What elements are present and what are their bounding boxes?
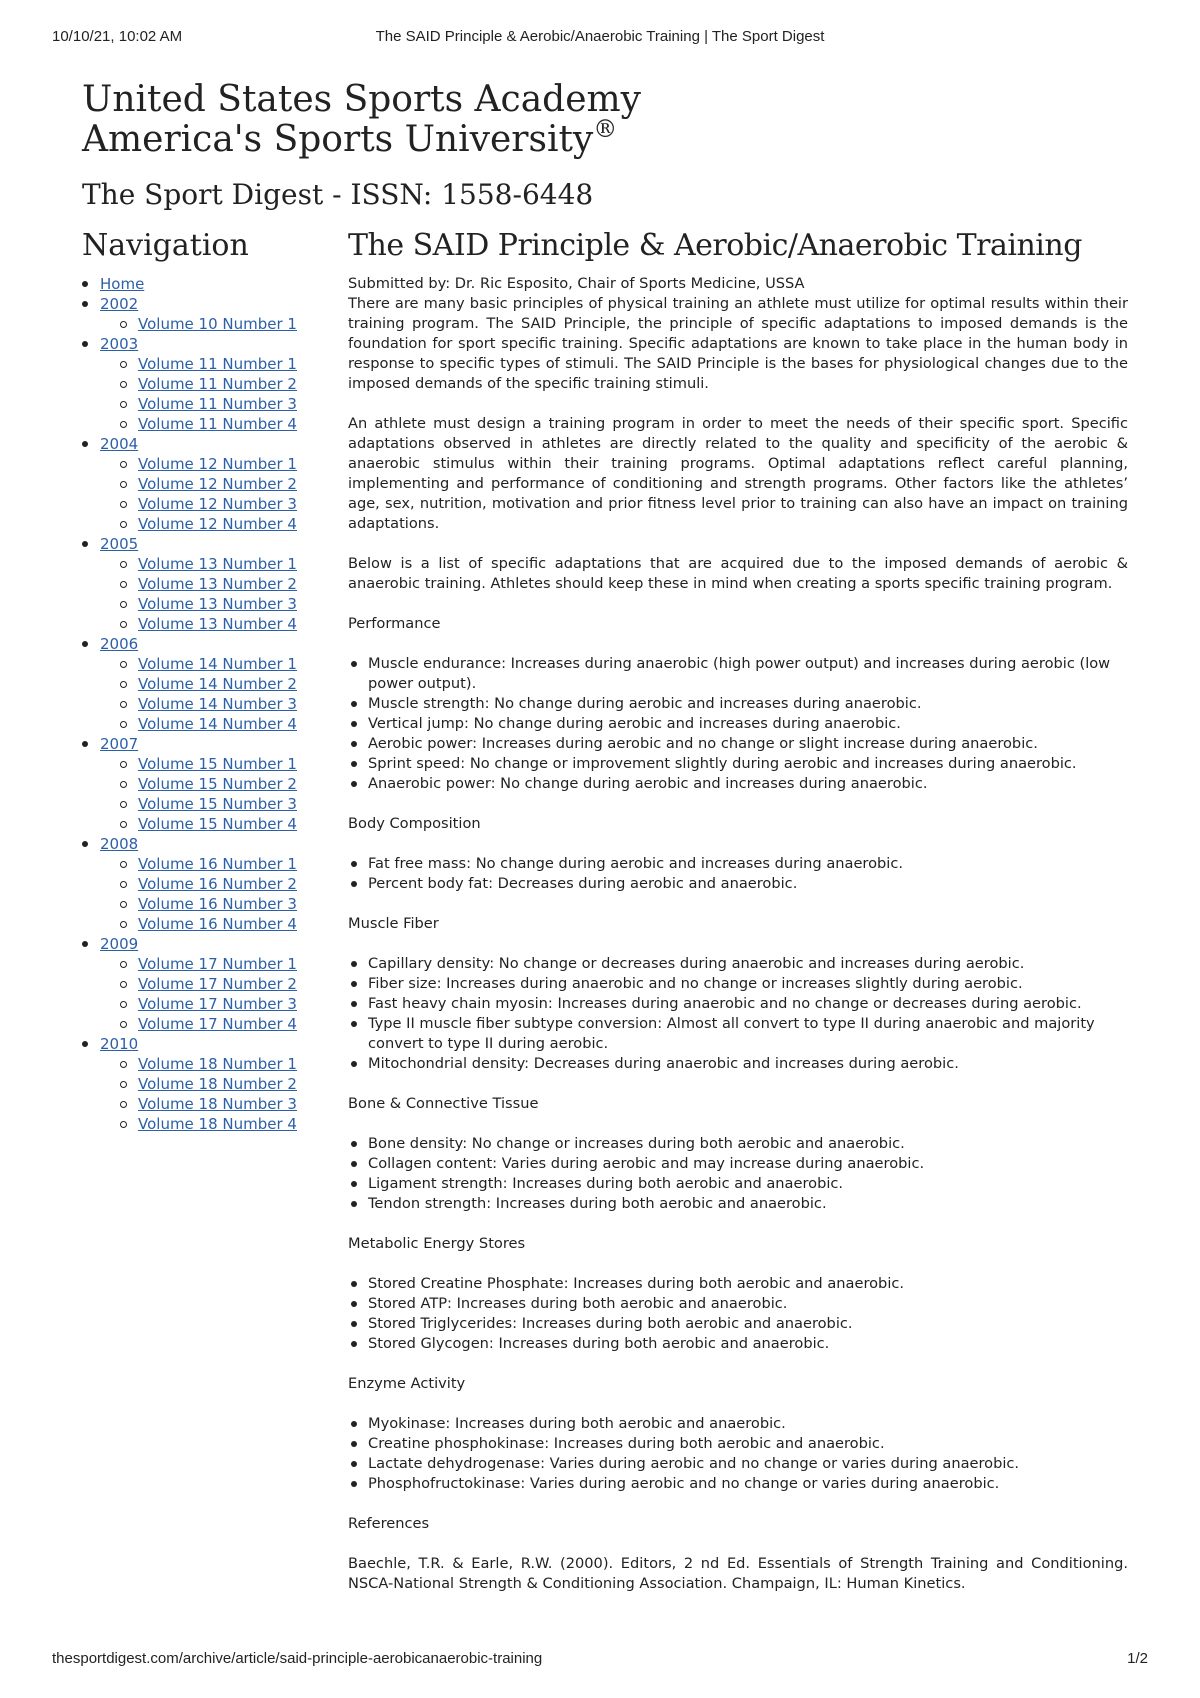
article — [348, 226, 1128, 1614]
nav-item-volume — [100, 574, 322, 594]
print-url: thesportdigest.com/archive/article/said-principle-aerobicanaerobic-training — [52, 1650, 543, 1667]
site-subtitle: The Sport Digest - ISSN: 1558-6448 — [82, 178, 594, 211]
nav-item-volume — [100, 694, 322, 714]
nav-link-volume[interactable]: Volume 17 Number 1 — [138, 955, 297, 973]
section-heading: Bone & Connective Tissue — [348, 1095, 539, 1112]
references-heading: References — [348, 1515, 430, 1532]
nav-volume-list — [100, 1054, 322, 1134]
nav-item-year — [82, 634, 322, 734]
nav-link-volume[interactable]: Volume 16 Number 3 — [138, 895, 297, 913]
nav-item-volume — [100, 494, 322, 514]
list-item: Bone density: No change or increases during both aerobic and anaerobic. — [348, 1134, 1128, 1154]
nav-link-volume[interactable]: Volume 12 Number 4 — [138, 515, 297, 533]
nav-item-year — [82, 334, 322, 434]
section-heading: Body Composition — [348, 815, 481, 832]
section-list — [348, 1134, 1128, 1214]
nav-item-year — [82, 934, 322, 1034]
nav-item-year — [82, 834, 322, 934]
nav-item-volume — [100, 514, 322, 534]
nav-item-volume — [100, 814, 322, 834]
nav-link-year[interactable]: 2008 — [100, 835, 139, 853]
nav-item-volume — [100, 394, 322, 414]
nav-link-volume[interactable]: Volume 16 Number 2 — [138, 875, 297, 893]
reference-entry: Baechle, T.R. & Earle, R.W. (2000). Editors, 2 nd Ed. Essentials of Strength Training and Conditioning. NSCA-National Strength & Conditioning Association. Champaign, IL: Human Kinetics. — [348, 1555, 1128, 1592]
nav-link-volume[interactable]: Volume 11 Number 4 — [138, 415, 297, 433]
nav-link-volume[interactable]: Volume 11 Number 1 — [138, 355, 297, 373]
nav-item-volume — [100, 954, 322, 974]
list-item: Fat free mass: No change during aerobic and increases during anaerobic. — [348, 854, 1128, 874]
nav-link-volume[interactable]: Volume 13 Number 3 — [138, 595, 297, 613]
nav-link-volume[interactable]: Volume 17 Number 2 — [138, 975, 297, 993]
article-sections — [348, 614, 1128, 1494]
nav-link-volume[interactable]: Volume 14 Number 1 — [138, 655, 297, 673]
nav-link-volume[interactable]: Volume 10 Number 1 — [138, 315, 297, 333]
nav-link-volume[interactable]: Volume 15 Number 2 — [138, 775, 297, 793]
navigation — [82, 226, 322, 1134]
article-paragraph: Below is a list of specific adaptations that are acquired due to the imposed demands of aerobic & anaerobic training. Athletes should keep these in mind when creating a sports specific training program. — [348, 555, 1128, 592]
print-header — [52, 28, 1148, 48]
nav-volume-list — [100, 754, 322, 834]
nav-link-volume[interactable]: Volume 18 Number 2 — [138, 1075, 297, 1093]
nav-item-volume — [100, 914, 322, 934]
article-title: The SAID Principle & Aerobic/Anaerobic Training — [348, 228, 1082, 263]
nav-item-volume — [100, 414, 322, 434]
nav-link-volume[interactable]: Volume 13 Number 1 — [138, 555, 297, 573]
article-paragraph: There are many basic principles of physical training an athlete must utilize for optimal results within their training program. The SAID Principle, the principle of specific adaptations to imposed demands is the foundation for sport specific training. Specific adaptations are known to take place in the human body in response to specific types of stimuli. The SAID Principle is the bases for physiological changes due to the imposed demands of the specific training stimuli. — [348, 295, 1128, 392]
list-item: Collagen content: Varies during aerobic and may increase during anaerobic. — [348, 1154, 1128, 1174]
nav-link-volume[interactable]: Volume 18 Number 3 — [138, 1095, 297, 1113]
list-item: Fast heavy chain myosin: Increases during anaerobic and no change or decreases during aerobic. — [348, 994, 1128, 1014]
nav-item-year — [82, 434, 322, 534]
nav-link-volume[interactable]: Volume 17 Number 3 — [138, 995, 297, 1013]
print-datetime: 10/10/21, 10:02 AM — [52, 28, 183, 45]
nav-link-volume[interactable]: Volume 11 Number 2 — [138, 375, 297, 393]
nav-item-volume — [100, 1054, 322, 1074]
section-heading: Muscle Fiber — [348, 915, 439, 932]
article-paragraph: An athlete must design a training program in order to meet the needs of their specific sport. Specific adaptations observed in athletes are directly related to the quality and specificity of the aerobic & anaerobic stimulus within their training programs. Optimal adaptations reflect careful planning, implementing and performance of conditioning and strength programs. Other factors like the athletes’ age, sex, nutrition, motivation and prior fitness level prior to training can also have an impact on training adaptations. — [348, 415, 1128, 532]
nav-item-year — [82, 294, 322, 334]
list-item: Lactate dehydrogenase: Varies during aerobic and no change or varies during anaerobic. — [348, 1454, 1128, 1474]
nav-item-volume — [100, 854, 322, 874]
nav-link-volume[interactable]: Volume 15 Number 1 — [138, 755, 297, 773]
nav-item-volume — [100, 714, 322, 734]
section-list — [348, 1414, 1128, 1494]
list-item: Phosphofructokinase: Varies during aerobic and no change or varies during anaerobic. — [348, 1474, 1128, 1494]
section-list — [348, 954, 1128, 1074]
nav-link-volume[interactable]: Volume 13 Number 2 — [138, 575, 297, 593]
list-item: Capillary density: No change or decreases during anaerobic and increases during aerobic. — [348, 954, 1128, 974]
section-heading: Performance — [348, 615, 441, 632]
nav-link-volume[interactable]: Volume 17 Number 4 — [138, 1015, 297, 1033]
nav-link-volume[interactable]: Volume 18 Number 1 — [138, 1055, 297, 1073]
section-heading: Enzyme Activity — [348, 1375, 466, 1392]
nav-link-year[interactable]: 2006 — [100, 635, 139, 653]
nav-item-volume — [100, 874, 322, 894]
site-title-line2: America's Sports University — [82, 119, 594, 160]
nav-item-volume — [100, 314, 322, 334]
nav-link-volume[interactable]: Volume 12 Number 1 — [138, 455, 297, 473]
list-item: Percent body fat: Decreases during aerobic and anaerobic. — [348, 874, 1128, 894]
registered-mark: ® — [593, 115, 618, 143]
site-title — [82, 80, 641, 160]
section-list — [348, 1274, 1128, 1354]
nav-item-year — [82, 534, 322, 634]
nav-item-volume — [100, 594, 322, 614]
nav-volume-list — [100, 554, 322, 634]
list-item: Aerobic power: Increases during aerobic and no change or slight increase during anaerobic. — [348, 734, 1128, 754]
nav-link-volume[interactable]: Volume 15 Number 4 — [138, 815, 297, 833]
nav-link-volume[interactable]: Volume 15 Number 3 — [138, 795, 297, 813]
nav-link-year[interactable]: 2002 — [100, 295, 139, 313]
list-item: Mitochondrial density: Decreases during anaerobic and increases during aerobic. — [348, 1054, 1128, 1074]
nav-item-volume — [100, 974, 322, 994]
navigation-list — [82, 274, 322, 1134]
nav-item-volume — [100, 614, 322, 634]
list-item: Type II muscle fiber subtype conversion: Almost all convert to type II during anaerobic and majority convert to type II during aerobic. — [348, 1014, 1128, 1054]
nav-volume-list — [100, 354, 322, 434]
nav-item-volume — [100, 774, 322, 794]
nav-item-year — [82, 734, 322, 834]
nav-item-volume — [100, 674, 322, 694]
print-page-title: The SAID Principle & Aerobic/Anaerobic Training | The Sport Digest — [375, 28, 825, 45]
list-item: Anaerobic power: No change during aerobic and increases during anaerobic. — [348, 774, 1128, 794]
nav-link-volume[interactable]: Volume 14 Number 2 — [138, 675, 297, 693]
nav-item-volume — [100, 354, 322, 374]
section-list — [348, 654, 1128, 794]
nav-item-volume — [100, 1014, 322, 1034]
navigation-heading: Navigation — [82, 228, 249, 263]
list-item: Muscle strength: No change during aerobic and increases during anaerobic. — [348, 694, 1128, 714]
list-item: Creatine phosphokinase: Increases during both aerobic and anaerobic. — [348, 1434, 1128, 1454]
nav-item-year — [82, 1034, 322, 1134]
list-item: Vertical jump: No change during aerobic and increases during anaerobic. — [348, 714, 1128, 734]
list-item: Stored ATP: Increases during both aerobic and anaerobic. — [348, 1294, 1128, 1314]
list-item: Tendon strength: Increases during both aerobic and anaerobic. — [348, 1194, 1128, 1214]
nav-item-volume — [100, 454, 322, 474]
section-heading: Metabolic Energy Stores — [348, 1235, 526, 1252]
nav-link-volume[interactable]: Volume 11 Number 3 — [138, 395, 297, 413]
nav-volume-list — [100, 954, 322, 1034]
nav-volume-list — [100, 654, 322, 734]
nav-link-volume[interactable]: Volume 12 Number 3 — [138, 495, 297, 513]
nav-link-volume[interactable]: Volume 13 Number 4 — [138, 615, 297, 633]
site-title-line2-wrap — [82, 115, 641, 160]
nav-volume-list — [100, 454, 322, 534]
nav-item-volume — [100, 654, 322, 674]
list-item: Myokinase: Increases during both aerobic and anaerobic. — [348, 1414, 1128, 1434]
nav-item-volume — [100, 374, 322, 394]
nav-volume-list — [100, 314, 322, 334]
nav-item-volume — [100, 1074, 322, 1094]
nav-item-volume — [100, 1114, 322, 1134]
list-item: Fiber size: Increases during anaerobic and no change or increases slightly during aerobic. — [348, 974, 1128, 994]
nav-item-volume — [100, 794, 322, 814]
nav-link-year[interactable]: 2010 — [100, 1035, 139, 1053]
site-title-line1: United States Sports Academy — [82, 79, 642, 120]
nav-item-home — [82, 274, 322, 294]
nav-link-year[interactable]: 2007 — [100, 735, 139, 753]
print-page-number: 1/2 — [1127, 1650, 1148, 1667]
nav-item-volume — [100, 894, 322, 914]
nav-link-home[interactable]: Home — [100, 275, 145, 293]
nav-link-year[interactable]: 2003 — [100, 335, 139, 353]
nav-item-volume — [100, 994, 322, 1014]
article-byline: Submitted by: Dr. Ric Esposito, Chair of Sports Medicine, USSA — [348, 275, 805, 292]
nav-link-volume[interactable]: Volume 16 Number 1 — [138, 855, 297, 873]
nav-link-volume[interactable]: Volume 14 Number 4 — [138, 715, 297, 733]
section-list — [348, 854, 1128, 894]
nav-link-volume[interactable]: Volume 14 Number 3 — [138, 695, 297, 713]
list-item: Sprint speed: No change or improvement slightly during aerobic and increases during anaerobic. — [348, 754, 1128, 774]
list-item: Ligament strength: Increases during both aerobic and anaerobic. — [348, 1174, 1128, 1194]
list-item: Stored Triglycerides: Increases during both aerobic and anaerobic. — [348, 1314, 1128, 1334]
nav-link-year[interactable]: 2004 — [100, 435, 139, 453]
list-item: Muscle endurance: Increases during anaerobic (high power output) and increases during aerobic (low power output). — [348, 654, 1128, 694]
nav-link-volume[interactable]: Volume 16 Number 4 — [138, 915, 297, 933]
nav-item-volume — [100, 1094, 322, 1114]
nav-item-volume — [100, 754, 322, 774]
print-footer — [52, 1650, 1148, 1670]
list-item: Stored Creatine Phosphate: Increases during both aerobic and anaerobic. — [348, 1274, 1128, 1294]
nav-volume-list — [100, 854, 322, 934]
nav-link-volume[interactable]: Volume 18 Number 4 — [138, 1115, 297, 1133]
nav-link-year[interactable]: 2009 — [100, 935, 139, 953]
nav-item-volume — [100, 554, 322, 574]
nav-link-year[interactable]: 2005 — [100, 535, 139, 553]
list-item: Stored Glycogen: Increases during both aerobic and anaerobic. — [348, 1334, 1128, 1354]
nav-link-volume[interactable]: Volume 12 Number 2 — [138, 475, 297, 493]
nav-item-volume — [100, 474, 322, 494]
